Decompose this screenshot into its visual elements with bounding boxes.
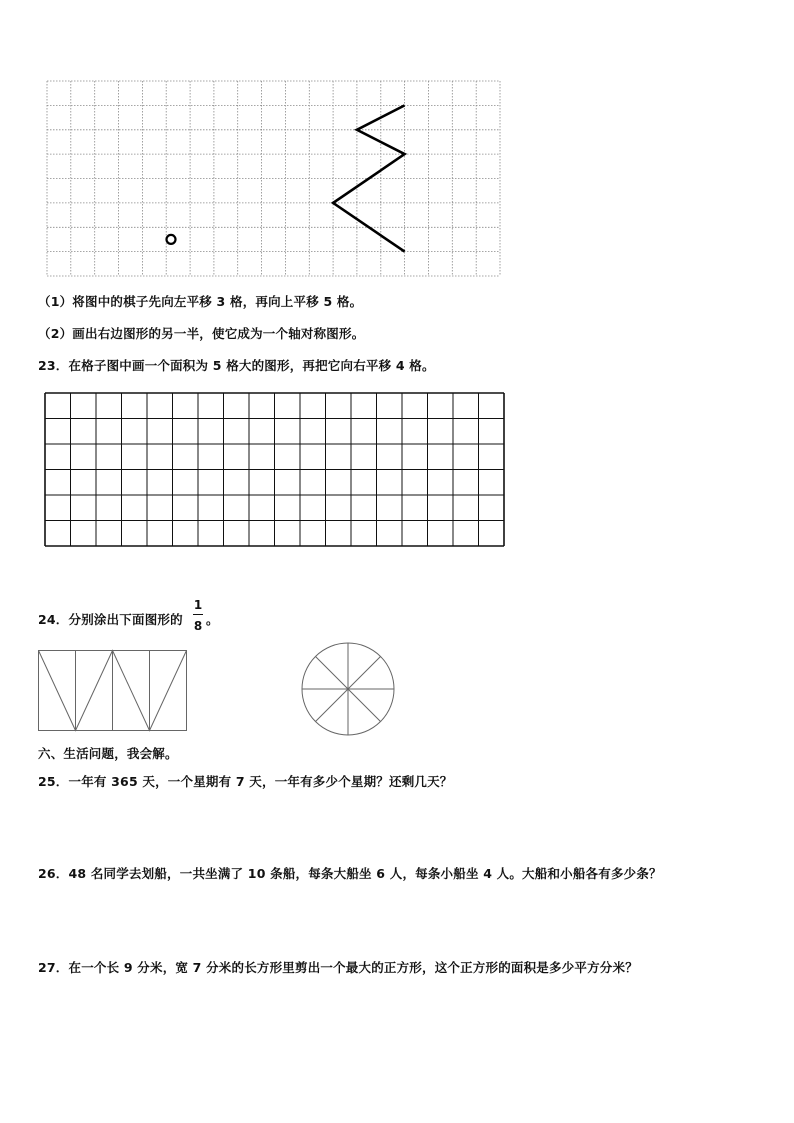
section-title: 六、生活问题，我会解。	[38, 746, 178, 761]
q26-question: 26．48 名同学去划船，一共坐满了 10 条船，每条大船坐 6 人，每条小船坐 4 人。大船和小船各有多少条？	[38, 866, 662, 881]
q24-period: 。	[206, 612, 219, 627]
fraction-numerator: 1	[193, 598, 203, 612]
q22-sub1: （1）将图中的棋子先向左平移 3 格，再向上平移 5 格。	[38, 294, 363, 309]
q27-question: 27．在一个长 9 分米，宽 7 分米的长方形里剪出一个最大的正方形，这个正方形的面积是多少平方分米？	[38, 960, 638, 975]
q24-text: 24．分别涂出下面图形的	[38, 612, 183, 627]
q25-question: 25．一年有 365 天，一个星期有 7 天，一年有多少个星期？还剩几天？	[38, 774, 453, 789]
q22-sub2: （2）画出右边图形的另一半，使它成为一个轴对称图形。	[38, 326, 365, 341]
fraction-denominator: 8	[193, 619, 203, 633]
q23-question: 23．在格子图中画一个面积为 5 格大的图形，再把它向右平移 4 格。	[38, 358, 435, 373]
